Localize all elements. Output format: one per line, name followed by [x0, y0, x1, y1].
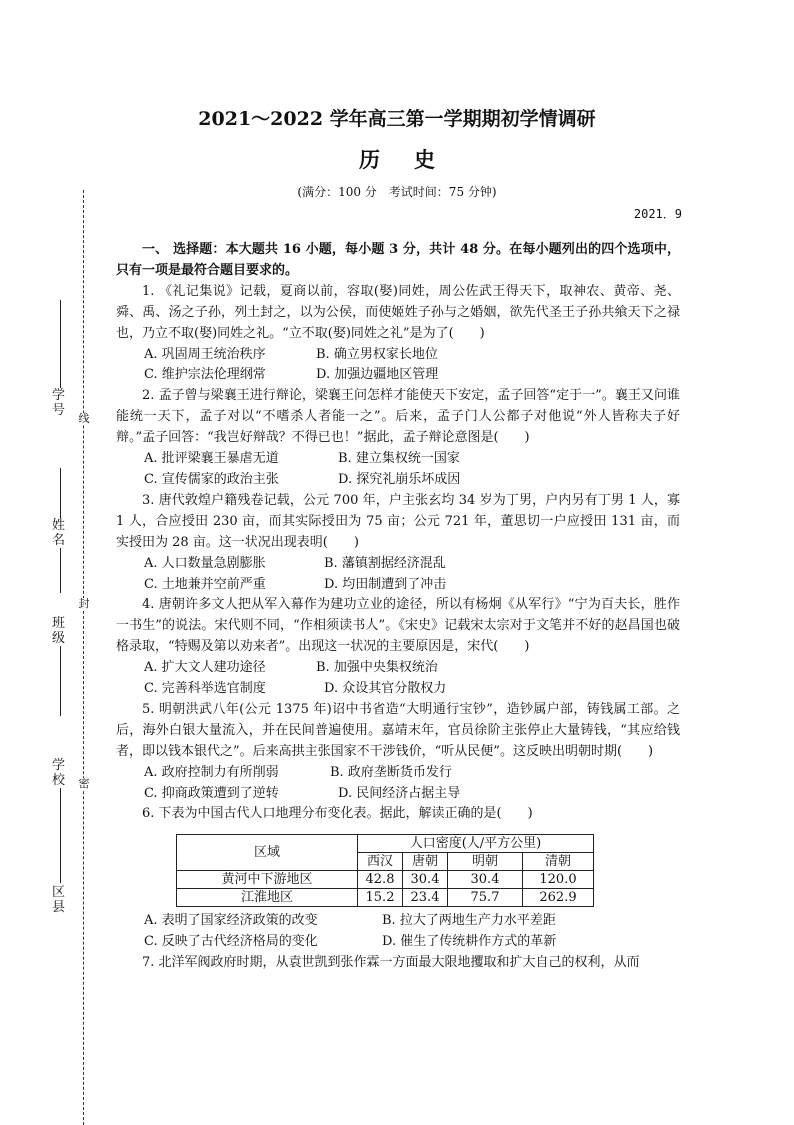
option-b[interactable]: B. 拉大了两地生产力水平差距 [382, 913, 556, 929]
option-b[interactable]: B. 确立男权家长地位 [316, 346, 438, 362]
exam-subject: 历史 [359, 147, 469, 172]
seal-char-feng: 封 [78, 597, 90, 610]
option-d[interactable]: D. 探究礼崩乐坏成因 [338, 471, 461, 487]
question-stem: 4. 唐朝许多文人把从军入幕作为建功立业的途径，所以有杨炯《从军行》“宁为百夫长，胜作一书生”的说法。宋代则不同，“作相须读书人”。《宋史》记载宋太宗对于文笔并不好的赵昌国也破格录取，“特赐及第以劝来者”。出现这一状况的主要原因是，宋代( ) [116, 597, 680, 655]
table-row [177, 889, 594, 907]
seal-char-xian: 线 [78, 412, 90, 425]
option-a[interactable]: A. 批评梁襄王暴虐无道 [144, 451, 279, 467]
table-cell: 30.4 [403, 871, 448, 889]
table-period: 清朝 [523, 853, 594, 871]
question-stem: 7. 北洋军阀政府时期，从袁世凯到张作霖一方面最大限地攫取和扩大自己的权利，从而 [142, 955, 640, 971]
exam-content [116, 240, 680, 974]
table-period: 明朝 [448, 853, 523, 871]
table-cell: 42.8 [358, 871, 403, 889]
table-cell-region: 黄河中下游地区 [177, 871, 358, 889]
question-6 [116, 804, 680, 953]
exam-title: 2021～2022 学年高三第一学期期初学情调研 [198, 108, 596, 130]
table-cell: 262.9 [523, 889, 594, 907]
table-header-density: 人口密度(人/平方公里) [358, 835, 594, 853]
option-c[interactable]: C. 反映了古代经济格局的变化 [144, 934, 318, 950]
binding-line [83, 190, 84, 1125]
option-c[interactable]: C. 维护宗法伦理纲常 [144, 367, 266, 383]
table-cell: 15.2 [358, 889, 403, 907]
field-school: 学校 [52, 758, 70, 883]
option-d[interactable]: D. 均田制遭到了冲击 [324, 576, 447, 592]
option-c[interactable]: C. 抑商政策遭到了逆转 [144, 785, 279, 801]
option-c[interactable]: C. 宣传儒家的政治主张 [144, 471, 279, 487]
exam-meta: (满分：100 分 考试时间：75 分钟) [297, 185, 497, 199]
question-stem: 3. 唐代敦煌户籍残卷记载，公元 700 年，户主张玄均 34 岁为丁男，户内另有丁男 1 人，寡 1 人，合应授田 230 亩，而其实际授田为 75 亩；公元 721 年，董思切一户应授田 131 亩，而实授田为 28 亩。这一状况出现表明( ) [116, 492, 680, 550]
table-row [177, 871, 594, 889]
population-density-table [176, 834, 594, 907]
option-b[interactable]: B. 建立集权统一国家 [338, 451, 460, 467]
field-class: 班级 [52, 616, 70, 716]
field-student-id: 学号 [52, 300, 70, 418]
question-stem: 2. 孟子曾与梁襄王进行辩论，梁襄王问怎样才能使天下安定，孟子回答“定于一”。襄王又问谁能统一天下，孟子对以“不嗜杀人者能一之”。后来，孟子门人公都子对他说“外人皆称夫子好辩。”孟子回答：“我岂好辩哉？不得已也！”据此，孟子辩论意图是( ) [116, 388, 680, 446]
table-cell: 30.4 [448, 871, 523, 889]
question-2 [116, 386, 680, 491]
table-period: 唐朝 [403, 853, 448, 871]
question-4 [116, 595, 680, 700]
table-header-region: 区域 [177, 835, 358, 871]
option-d[interactable]: D. 众设其官分散权力 [324, 681, 447, 697]
option-b[interactable]: B. 政府垄断货币发行 [330, 764, 452, 780]
question-stem: 1. 《礼记集说》记载，夏商以前，容取(娶)同姓，周公佐武王得天下，取神农、黄帝、尧、舜、禹、汤之子孙，列土封之，以为公侯，而使姬姓子孙与之婚姻，欲先代圣王子孙共飨天下之禄也，乃立不取(娶)同姓之礼。“立不取(娶)同姓之礼”是为了( ) [116, 283, 680, 341]
option-b[interactable]: B. 藩镇割据经济混乱 [324, 555, 446, 571]
question-1 [116, 282, 680, 387]
table-cell-region: 江淮地区 [177, 889, 358, 907]
field-name: 姓名 [52, 468, 70, 593]
option-b[interactable]: B. 加强中央集权统治 [316, 660, 438, 676]
option-a[interactable]: A. 扩大文人建功途径 [144, 660, 266, 676]
option-c[interactable]: C. 土地兼并空前严重 [144, 576, 266, 592]
section-heading: 一、 选择题：本大题共 16 小题，每小题 3 分，共计 48 分。在每小题列出的四个选项中，只有一项是最符合题目要求的。 [116, 242, 680, 278]
option-c[interactable]: C. 完善科举选官制度 [144, 681, 266, 697]
option-a[interactable]: A. 表明了国家经济政策的改变 [144, 913, 318, 929]
table-cell: 120.0 [523, 871, 594, 889]
table-period: 西汉 [358, 853, 403, 871]
option-d[interactable]: D. 加强边疆地区管理 [316, 367, 439, 383]
option-a[interactable]: A. 政府控制力有所削弱 [144, 764, 279, 780]
exam-date: 2021．9 [633, 207, 682, 221]
question-stem: 6. 下表为中国古代人口地理分布变化表。据此，解读正确的是( ) [142, 806, 533, 822]
table-cell: 75.7 [448, 889, 523, 907]
option-a[interactable]: A. 人口数量急剧膨胀 [144, 555, 266, 571]
question-7 [116, 953, 680, 974]
question-stem: 5. 明朝洪武八年(公元 1375 年)诏中书省造“大明通行宝钞”，造钞属户部，铸钱属工部。之后，海外白银大量流入，并在民间普遍使用。嘉靖末年，官员徐阶主张停止大量铸钱，“其应给钱者，即以钱本银代之”。后来高拱主张国家不干涉钱价，“听从民便”。这反映出明朝时期( ) [116, 701, 680, 759]
option-d[interactable]: D. 催生了传统耕作方式的革新 [382, 934, 557, 950]
field-district: 区县 [52, 885, 66, 915]
seal-char-mi: 密 [78, 777, 90, 790]
option-a[interactable]: A. 巩固周王统治秩序 [144, 346, 266, 362]
question-5 [116, 700, 680, 805]
table-cell: 23.4 [403, 889, 448, 907]
option-d[interactable]: D. 民间经济占据主导 [338, 785, 461, 801]
question-3 [116, 491, 680, 596]
